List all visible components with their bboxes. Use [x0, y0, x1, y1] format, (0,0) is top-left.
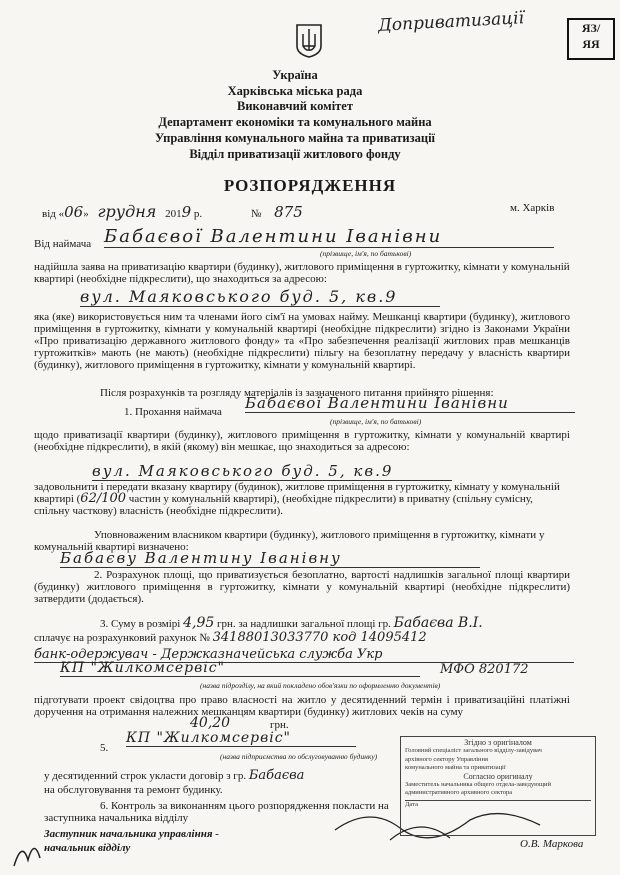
item-3-bank: банк-одержувач - Держказначейська служба Укр: [34, 647, 574, 663]
stamp-title: Згідно з оригіналом: [464, 738, 532, 747]
date-day: 06: [64, 203, 84, 221]
item-5-hint: (назва підприємства по обслуговуванню будинку): [220, 752, 378, 761]
signature-role-1: Заступник начальника управління -: [44, 828, 219, 840]
handwritten-note: Доприватизації: [377, 8, 525, 36]
item-1-text: щодо приватизації квартири (будинку), житлового приміщення в гуртожитку, кімнати у комунальній квартирі (необхідне підкреслити), в якій (якому) він мешкає, що знаходиться за адресою:: [34, 429, 570, 453]
header-country: Україна: [272, 68, 318, 82]
item-3-mfo: МФО 820172: [440, 662, 529, 677]
header-council: Харківська міська рада: [227, 84, 363, 98]
item-1-share: 62/100: [80, 491, 127, 506]
applicant-name: Бабаєвої Валентини Іванівни: [104, 226, 554, 248]
date-year-digit: 9: [181, 203, 192, 221]
item-1-text2-a: задовольнити і передати вказану квартиру (будинок), житлове приміщення в гуртожитку, кімнату у комунальній квартирі (: [34, 481, 560, 505]
date-year-suffix: р.: [193, 208, 203, 220]
item-3-who: Бабаєва В.І.: [393, 615, 483, 631]
stamp-line-3: комунального майна та приватизації: [405, 764, 506, 772]
item-4-hint: (назва підрозділу, на який покладено обов'язки по оформленню документів): [200, 681, 441, 690]
signature-role-2: начальник відділу: [44, 842, 131, 854]
document-number: 875: [274, 203, 303, 221]
address-handwritten: вул. Маяковського буд. 5, кв.9: [80, 287, 440, 307]
item-6: 6. Контроль за виконанням цього розпорядження покласти на заступника начальника відділу: [44, 800, 389, 824]
item-4-currency: грн.: [270, 719, 289, 731]
corner-mark: ЯЗ/ ЯЯ: [567, 18, 615, 60]
date-month: грудня: [97, 202, 157, 221]
number-label: №: [250, 208, 262, 220]
stamp-line-2: архівного сектору Управління: [405, 755, 488, 763]
item-1-text3: частин у комунальній квартирі), (необхідне підкреслити) в приватну (спільну сумісну, спільну часткову) власність (необхідне підкреслити).: [34, 493, 533, 517]
item-4-sum: 40,20: [190, 715, 231, 731]
item-1-name: Бабаєвої Валентини Іванівни: [245, 394, 575, 413]
applicant-label: Від наймача: [34, 238, 92, 250]
item-3-pay: сплачує на розрахунковий рахунок №: [34, 632, 210, 644]
date-prefix: від «: [42, 208, 65, 220]
header-department: Департамент економіки та комунального майна: [158, 115, 432, 129]
item-4-org: КП "Жилкомсервіс": [60, 660, 420, 677]
item-2: 2. Розрахунок площі, що приватизується безоплатно, вартості надлишків загальної площі квартири (будинку) житлового приміщення в гуртожитку, кімнати у комунальній квартирі (необхідне підкреслити) затвердити (додається).: [34, 569, 570, 605]
item-1-owner: Бабаєву Валентину Іванівну: [60, 549, 480, 568]
item-1-address: вул. Маяковського буд. 5, кв.9: [92, 462, 452, 481]
item-4-text: підготувати проект свідоцтва про право власності на житло у десятиденний термін і приватизаційні платіжні доручення на отримання належних мешканцям квартири (будинку) житлових чеків на суму: [34, 694, 570, 718]
handwritten-signature-icon: [10, 830, 50, 870]
item-1-text2: [34, 481, 570, 517]
item-3-pay-line: [34, 632, 574, 644]
item-3-label: 3. Суму в розмірі: [100, 618, 181, 630]
city: м. Харків: [510, 202, 555, 214]
stamp-line-1: Головний спеціаліст загального відділу-завідувач: [405, 747, 542, 755]
paragraph-2: яка (яке) використовується ним та членами його сім'ї на умовах найму. Мешканці квартири (будинку), житлового приміщення в гуртожитку, кімнати у комунальній квартирі (необхідне підкреслити) згідно із Законами України «Про приватизацію державного житлового фонду» та «Про забезпечення реалізації житлових прав мешканців гуртожитків» мають (не мають) (необхідне підкреслити) пільгу на безоплатну передачу у власність квартири (будинку), житлового приміщення в гуртожитку, кімнати у комунальній квартирі.: [34, 311, 570, 371]
certification-stamp: [400, 736, 596, 836]
item-1-owner-label: Уповноваженим власником квартири (будинку), житлового приміщення в гуртожитку, кімнати у комунальній квартирі визначено:: [34, 529, 545, 553]
item-1-label: 1. Прохання наймача: [124, 406, 222, 418]
coat-of-arms-icon: [296, 24, 322, 58]
item-5-text: у десятиденний строк укласти договір з гр.: [44, 770, 247, 782]
item-5-who: Бабаєва: [248, 768, 305, 783]
document-title: РОЗПОРЯДЖЕННЯ: [223, 176, 397, 195]
item-5-label: 5.: [100, 742, 109, 754]
applicant-hint: (прізвище, ім'я, по батькові): [320, 249, 412, 258]
item-3-line: [100, 617, 570, 630]
stamp-line-7: Дата: [405, 800, 591, 809]
item-1-hint: (прізвище, ім'я, по батькові): [330, 417, 422, 426]
date-close: »: [83, 208, 89, 220]
item-3-sum: 4,95: [183, 615, 215, 631]
stamp-line-4: Согласно оригиналу: [463, 771, 533, 781]
header-division: Відділ приватизації житлового фонду: [189, 147, 401, 161]
stamp-line-6: административного архивного сектора: [405, 789, 513, 797]
paragraph-3: Після розрахунків та розгляду матеріалів із зазначеного питання прийнято рішення:: [100, 387, 494, 399]
header-office: Управління комунального майна та приватизації: [154, 131, 436, 145]
header-committee: Виконавчий комітет: [237, 99, 353, 113]
date-year-prefix: 201: [165, 208, 182, 220]
item-5-org: КП "Жилкомсервіс": [126, 730, 356, 747]
item-3-account: 34188013033770 код 14095412: [212, 630, 427, 645]
signature-name: О.В. Маркова: [520, 838, 584, 850]
item-5-text2: на обслуговування та ремонт будинку.: [44, 784, 223, 796]
stamp-line-5: Заместитель начальника общего отдела-заведующий: [405, 781, 552, 789]
paragraph-1: надійшла заява на приватизацію квартири (будинку), житлового приміщення в гуртожитку, кімнати у комунальній квартирі (необхідне підкреслити), що знаходиться за адресою:: [34, 261, 570, 285]
item-3-text: грн. за надлишки загальної площі гр.: [217, 618, 391, 630]
